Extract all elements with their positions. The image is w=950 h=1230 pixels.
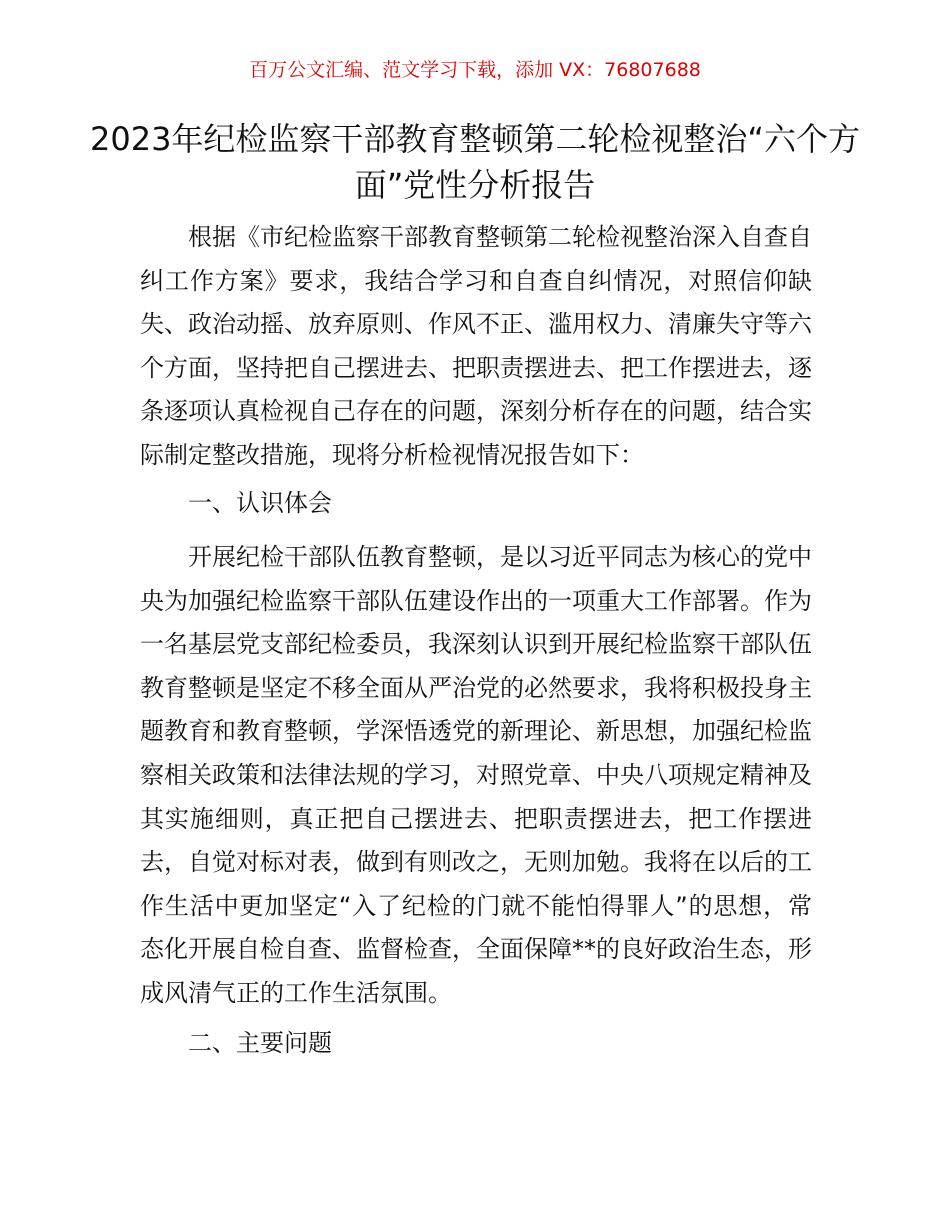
understanding-paragraph: 开展纪检干部队伍教育整顿，是以习近平同志为核心的党中央为加强纪检监察干部队伍建设作出的一项重大工作部署。作为一名基层党支部纪检委员，我深刻认识到开展纪检监察干部队伍教育整顿是坚定不移全面从严治党的必然要求，我将积极投身主题教育和教育整顿，学深悟透党的新理论、新思想，加强纪检监察相关政策和法律法规的学习，对照党章、中央八项规定精神及其实施细则，真正把自己摆进去、把职责摆进去，把工作摆进去，自觉对标对表，做到有则改之，无则加勉。我将在以后的工作生活中更加坚定“入了纪检的门就不能怕得罪人”的思想，常态化开展自检自查、监督检查，全面保障**的良好政治生态，形成风清气正的工作生活氛围。 — [140, 543, 812, 1007]
document-title: 2023年纪检监察干部教育整顿第二轮检视整治“六个方面”党性分析报告 — [89, 120, 861, 204]
intro-paragraph: 根据《市纪检监察干部教育整顿第二轮检视整治深入自查自纠工作方案》要求，我结合学习和自查自纠情况，对照信仰缺失、政治动摇、放弃原则、作风不正、滥用权力、清廉失守等六个方面，坚持把自己摆进去、把职责摆进去、把工作摆进去，逐条逐项认真检视自己存在的问题，深刻分析存在的问题，结合实际制定整改措施，现将分析检视情况报告如下： — [140, 223, 812, 469]
section-heading-main-problems: 二、主要问题 — [188, 1029, 332, 1057]
download-watermark-header: 百万公文汇编、范文学习下载，添加 VX：76807688 — [249, 59, 701, 81]
section-heading-understanding: 一、认识体会 — [188, 489, 332, 517]
